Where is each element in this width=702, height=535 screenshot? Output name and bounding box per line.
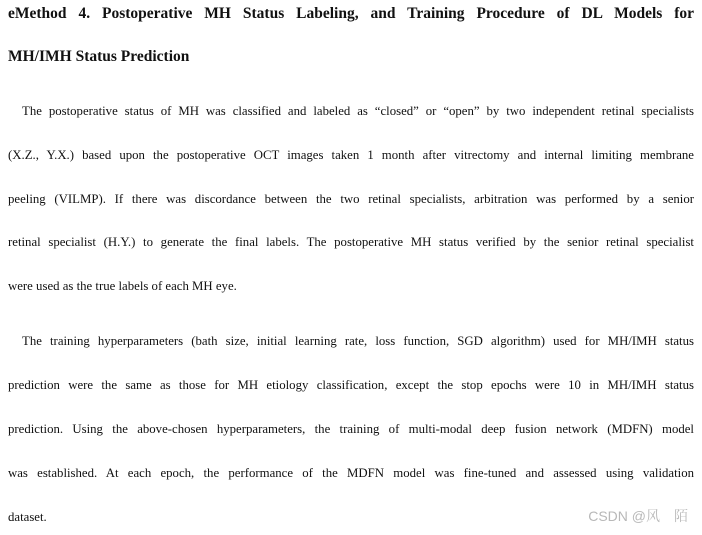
section-heading-line-2: MH/IMH Status Prediction (8, 48, 190, 65)
paragraph-1-line-4: retinal specialist (H.Y.) to generate the final labels. The postoperative MH status verified by the senior retinal specialist (8, 235, 694, 249)
paragraph-2-line-5: dataset. (8, 510, 47, 524)
paragraph-2-line-1: The training hyperparameters (bath size, initial learning rate, loss function, SGD algorithm) used for MH/IMH status (22, 334, 694, 348)
paragraph-2-line-4: was established. At each epoch, the performance of the MDFN model was fine-tuned and assessed using validation (8, 466, 694, 480)
paragraph-1-line-5: were used as the true labels of each MH eye. (8, 279, 237, 293)
csdn-watermark: CSDN @风 陌 (588, 508, 688, 524)
paragraph-2-line-3: prediction. Using the above-chosen hyperparameters, the training of multi-modal deep fusion network (MDFN) model (8, 422, 694, 436)
paragraph-2-line-2: prediction were the same as those for MH etiology classification, except the stop epochs were 10 in MH/IMH status (8, 378, 694, 392)
paragraph-1-line-1: The postoperative status of MH was classified and labeled as “closed” or “open” by two independent retinal specialists (22, 104, 694, 118)
paragraph-1-line-2: (X.Z., Y.X.) based upon the postoperative OCT images taken 1 month after vitrectomy and internal limiting membrane (8, 148, 694, 162)
paragraph-1-line-3: peeling (VILMP). If there was discordance between the two retinal specialists, arbitration was performed by a senior (8, 192, 694, 206)
section-heading-line-1: eMethod 4. Postoperative MH Status Labeling, and Training Procedure of DL Models for (8, 5, 694, 22)
